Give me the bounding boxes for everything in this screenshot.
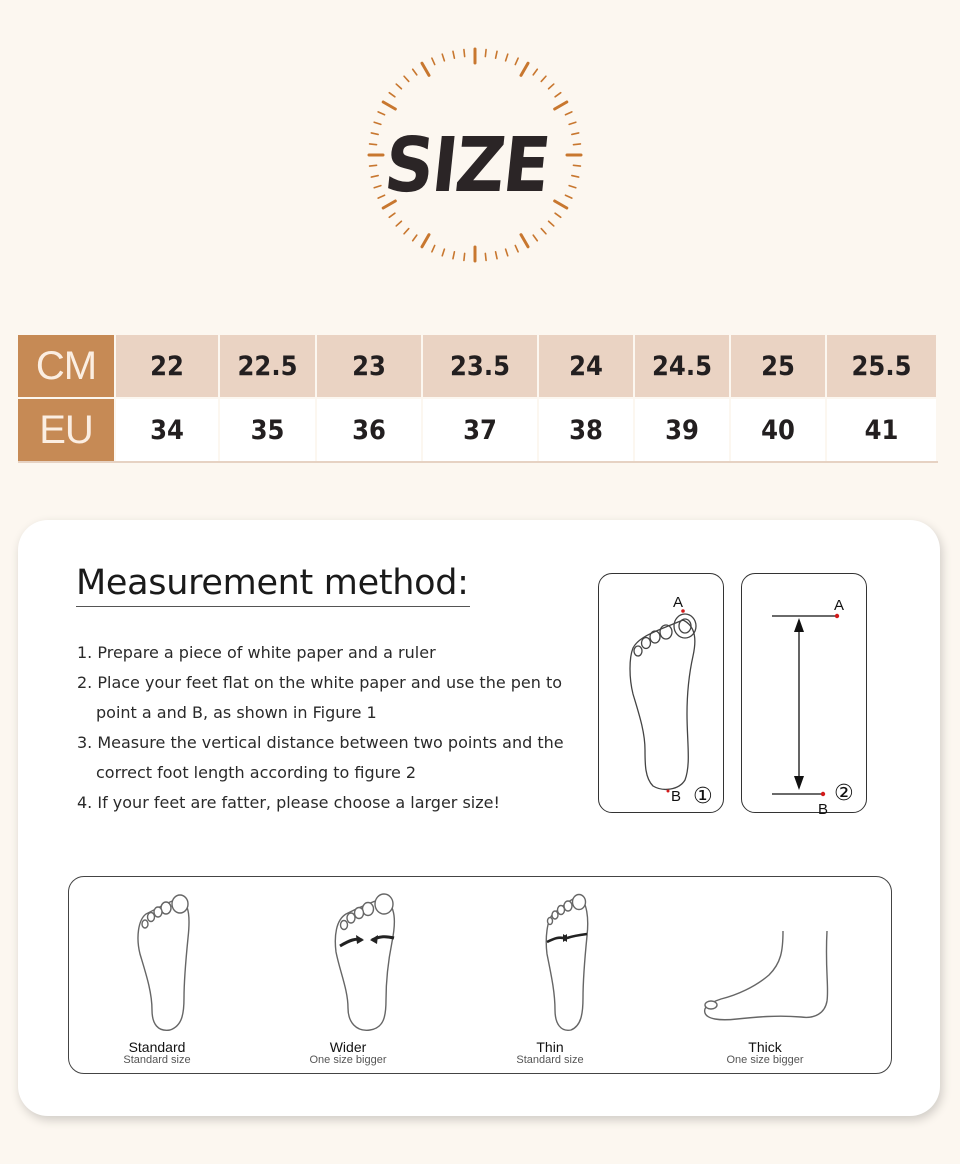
figure-1-foot-outline (598, 573, 724, 813)
dial-tick (572, 176, 579, 177)
step-item (77, 668, 577, 728)
measurement-title: Measurement method: (76, 563, 469, 603)
thin-foot-icon (535, 888, 597, 1036)
dial-tick (422, 235, 429, 247)
dial-tick (573, 165, 580, 166)
foot-outline-icon (630, 614, 696, 789)
dial-tick (404, 229, 409, 234)
size-badge (360, 40, 590, 270)
thick-foot-icon (697, 925, 837, 1025)
dial-tick (521, 63, 528, 75)
dial-tick (549, 84, 554, 89)
eu-row (18, 398, 937, 462)
dial-tick (432, 58, 435, 64)
step-text-continued: point a and B, as shown in Figure 1 (96, 703, 377, 722)
step-item (77, 788, 577, 818)
dial-tick (541, 76, 546, 81)
point-a-marker (835, 614, 839, 618)
figure-number: ② (834, 781, 854, 806)
cm-row (18, 335, 937, 398)
foot-type-note: One size bigger (309, 1054, 387, 1066)
dial-tick (565, 112, 571, 115)
eu-row-header: EU (18, 398, 115, 462)
cm-cell: 24 (538, 335, 634, 398)
dial-tick (569, 122, 576, 124)
step-text: 4. If your feet are fatter, please choose a larger size! (77, 793, 500, 812)
point-b-label: B (671, 788, 682, 805)
title-underline (76, 606, 470, 607)
size-title: SIZE (380, 121, 553, 210)
dial-tick (569, 186, 576, 188)
cm-cell: 24.5 (634, 335, 730, 398)
dial-tick (573, 144, 580, 145)
dial-tick (515, 245, 518, 251)
dial-tick (422, 63, 429, 75)
step-text: 3. Measure the vertical distance between two points and the (77, 733, 564, 752)
dial-tick (371, 176, 378, 177)
cm-cell: 22 (115, 335, 219, 398)
dial-tick (389, 213, 395, 217)
dial-tick (396, 221, 401, 226)
figure-number: ① (693, 784, 713, 809)
dial-tick (555, 201, 567, 208)
cm-cell: 22.5 (219, 335, 316, 398)
measurement-steps (77, 638, 577, 818)
dial-tick (453, 252, 454, 259)
dial-tick (374, 186, 381, 188)
dial-tick (506, 54, 508, 61)
foot-type-name: Thick (748, 1039, 782, 1055)
point-b-label: B (818, 801, 829, 814)
step-text-continued: correct foot length according to figure 2 (96, 763, 417, 782)
step-text: 2. Place your feet flat on the white paper and use the pen to (77, 673, 563, 692)
dial-tick (533, 69, 537, 75)
dial-tick (555, 213, 561, 217)
foot-type-name: Thin (536, 1039, 564, 1055)
dial-tick (413, 235, 417, 241)
cm-cell: 23.5 (422, 335, 538, 398)
dial-tick (370, 144, 377, 145)
double-arrow-icon (794, 618, 804, 790)
dial-tick (442, 249, 444, 256)
size-chart-table (18, 335, 938, 463)
dial-tick (496, 252, 497, 259)
foot-type-thick (685, 1040, 845, 1066)
dial-tick (506, 249, 508, 256)
dial-tick (533, 235, 537, 241)
dial-tick (371, 133, 378, 134)
standard-foot-icon (128, 888, 198, 1036)
foot-type-thin (470, 1040, 630, 1066)
dial-tick (485, 253, 486, 260)
point-a-label: A (673, 594, 684, 611)
dial-tick (485, 50, 486, 57)
wide-foot-icon (326, 888, 406, 1036)
foot-type-standard (77, 1040, 237, 1066)
eu-cell: 35 (219, 398, 316, 462)
dial-tick (370, 165, 377, 166)
cm-cell: 23 (316, 335, 422, 398)
figure-2-length-measure (741, 573, 867, 813)
step-item (77, 638, 577, 668)
dial-tick (378, 112, 384, 115)
dial-tick (521, 235, 528, 247)
dial-tick (374, 122, 381, 124)
dial-tick (404, 76, 409, 81)
foot-type-note: Standard size (123, 1054, 191, 1066)
cm-cell: 25 (730, 335, 826, 398)
foot-type-name: Standard (128, 1039, 186, 1055)
point-b-marker (821, 792, 825, 796)
eu-cell: 40 (730, 398, 826, 462)
cm-row-header: CM (18, 335, 115, 398)
dial-tick (432, 245, 435, 251)
dial-tick (413, 69, 417, 75)
foot-type-note: One size bigger (726, 1054, 804, 1066)
eu-cell: 34 (115, 398, 219, 462)
point-a-label: A (834, 597, 845, 614)
step-text: 1. Prepare a piece of white paper and a ruler (77, 643, 436, 662)
dial-tick (396, 84, 401, 89)
step-item (77, 728, 577, 788)
foot-type-name: Wider (329, 1039, 367, 1055)
eu-cell: 37 (422, 398, 538, 462)
dial-tick (442, 54, 444, 61)
eu-cell: 41 (826, 398, 937, 462)
dial-tick (464, 253, 465, 260)
dial-tick (464, 50, 465, 57)
dial-tick (555, 102, 567, 109)
foot-type-note: Standard size (516, 1054, 584, 1066)
dial-tick (572, 133, 579, 134)
foot-type-wider (268, 1040, 428, 1066)
dial-tick (555, 93, 561, 97)
dial-tick (453, 51, 454, 58)
dial-tick (565, 195, 571, 198)
eu-cell: 39 (634, 398, 730, 462)
dial-tick (515, 58, 518, 64)
dial-tick (389, 93, 395, 97)
dial-tick (549, 221, 554, 226)
cm-cell: 25.5 (826, 335, 937, 398)
dial-tick (541, 229, 546, 234)
eu-cell: 36 (316, 398, 422, 462)
eu-cell: 38 (538, 398, 634, 462)
dial-tick (383, 102, 395, 109)
dial-tick (496, 51, 497, 58)
point-b-marker (667, 790, 670, 793)
